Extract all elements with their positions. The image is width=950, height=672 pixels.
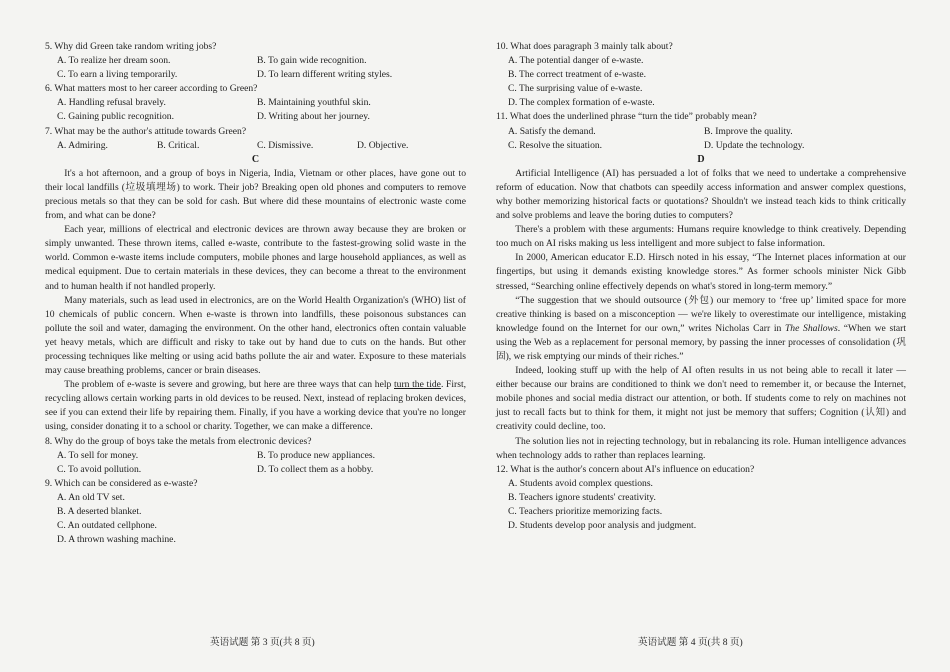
question-5: 5. Why did Green take random writing jobs?: [45, 41, 217, 52]
passage-c-paragraph-1: It's a hot afternoon, and a group of boys in Nigeria, India, Vietnam or other places, have gone out to their local landfills (垃圾填埋场) to work. Their job? Breaking open old phones and computers to remove precious metals so that they can be sold for cash. But where did these mountains of electronic waste come from, and what can be done?: [45, 167, 466, 222]
q5-options-row1: [45, 54, 466, 68]
q11-options-row1: [496, 125, 906, 139]
q11-option-c: C. Resolve the situation.: [508, 139, 603, 151]
q12-option-a: A. Students avoid complex questions.: [508, 477, 653, 489]
passage-d-paragraph-3: In 2000, American educator E.D. Hirsch noted in his essay, “The Internet places information at our fingertips, but using it demands existing knowledge stores.” As former schools minister Nick Gibb stressed, “Searching online effectively depends on what's stored in long-term memory.”: [496, 252, 906, 292]
q8-option-c: C. To avoid pollution.: [57, 463, 142, 475]
q7-option-d: D. Objective.: [357, 139, 409, 151]
q8-options-row1: [45, 449, 466, 463]
q6-options-row2: [45, 110, 466, 124]
q10-option-b: B. The correct treatment of e-waste.: [508, 69, 647, 81]
q8-option-a: A. To sell for money.: [57, 449, 139, 461]
d-p4-text-after: . “When we start using the Web as a replacement for personal memory, by passing the inner processes of consolidation (巩固), we risk emptying our minds of their riches.”: [496, 322, 906, 362]
q5-option-b: B. To gain wide recognition.: [257, 55, 367, 67]
question-8: 8. Why do the group of boys take the metals from electronic devices?: [45, 435, 312, 447]
d-p4-text-before: “The suggestion that we should outsource (外包) our memory to ‘free up’ limited space for more creative thinking is based on a misconception — we're likely to overestimate our intelligence, mistaking knowledge found on the Internet for our own,” writes Nicholas Carr in: [496, 294, 906, 334]
passage-d-paragraph-6: The solution lies not in rejecting technology, but in rebalancing its role. Human intelligence advances when technology adds to rather than replaces learning.: [496, 435, 906, 461]
q10-option-d: D. The complex formation of e-waste.: [508, 97, 655, 109]
q5-option-c: C. To earn a living temporarily.: [57, 69, 178, 81]
passage-c-paragraph-3: Many materials, such as lead used in electronics, are on the World Health Organization's (WHO) list of 10 chemicals of public concern. When e-waste is thrown into landfills, these poisonous substances can pollute the soil and water, damaging the environment. On the other hand, electronics often contain valuable yet heavy metals, which are difficult and risky to take out by hand due to cuts on the hands. But other processing techniques like melting or using acid baths pollute the air and water. Exposure to these materials may cause breathing problems, cancer or brain diseases.: [45, 294, 466, 377]
q11-option-a: A. Satisfy the demand.: [508, 125, 596, 137]
question-11: 11. What does the underlined phrase “turn the tide” probably mean?: [496, 111, 757, 123]
q11-option-b: B. Improve the quality.: [704, 125, 793, 137]
book-title: The Shallows: [784, 322, 838, 334]
q5-option-a: A. To realize her dream soon.: [57, 55, 171, 67]
page-footer-right: 英语试题 第 4 页(共 8 页): [638, 637, 743, 648]
underlined-phrase: turn the tide: [394, 379, 441, 391]
section-c-heading: C: [251, 153, 260, 165]
question-10: 10. What does paragraph 3 mainly talk about?: [496, 41, 673, 52]
passage-d-paragraph-5: Indeed, looking stuff up with the help of AI often results in us not being able to recall it later — either because our brains are conditioned to think we don't need to remember it, or because the Internet, mobile phones and social media distract our attention, or both. If students come to rely on machines not just to recall facts but to think for them, it might not just be memory that suffers; Cognition (认知) and creativity could decline, too.: [496, 365, 906, 433]
question-9: 9. Which can be considered as e-waste?: [45, 477, 198, 489]
q10-option-c: C. The surprising value of e-waste.: [508, 83, 643, 95]
q9-option-c: C. An outdated cellphone.: [57, 520, 157, 532]
question-7: 7. What may be the author's attitude towards Green?: [45, 125, 247, 137]
q6-option-a: A. Handling refusal bravely.: [57, 97, 166, 109]
q8-option-d: D. To collect them as a hobby.: [257, 463, 374, 475]
q9-option-d: D. A thrown washing machine.: [57, 534, 176, 546]
page-footer-left: 英语试题 第 3 页(共 8 页): [210, 637, 315, 648]
q11-option-d: D. Update the technology.: [704, 139, 805, 151]
q6-option-d: D. Writing about her journey.: [257, 111, 370, 123]
passage-d-paragraph-2: There's a problem with these arguments: Humans require knowledge to think creatively. Depending too much on AI risks making us less intelligent and more subject to false information.: [496, 224, 906, 250]
q9-option-b: B. A deserted blanket.: [57, 506, 142, 517]
passage-d-paragraph-4: [496, 294, 906, 364]
q12-option-d: D. Students develop poor analysis and judgment.: [508, 520, 697, 532]
p4-text-before: The problem of e-waste is severe and growing, but here are three ways that can help: [64, 379, 394, 391]
q5-option-d: D. To learn different writing styles.: [257, 69, 393, 81]
q6-options-row1: [45, 96, 466, 110]
q7-option-c: C. Dismissive.: [257, 139, 314, 151]
passage-c-paragraph-4: [45, 378, 466, 434]
section-d-heading: D: [697, 153, 705, 165]
q8-option-b: B. To produce new appliances.: [257, 449, 375, 461]
p4-text-after: . First, recycling allows certain working parts in old devices to be reused. Next, instead of replacing broken devices, see if you can extend their life by repairing them. Finally, if you have a working device that you're no longer using, consider donating it to a school or charity. Together, we can make a difference.: [45, 379, 467, 433]
passage-d-paragraph-1: Artificial Intelligence (AI) has persuaded a lot of folks that we need to undertake a comprehensive reform of education. Now that chatbots can speedily access information and answer complex questions, why bother memorizing historical facts or quotations? Shouldn't we instead teach kids to think critically and solve problems and leave the boring duties to computers?: [496, 167, 906, 222]
question-12: 12. What is the author's concern about AI's influence on education?: [496, 463, 755, 475]
q10-option-a: A. The potential danger of e-waste.: [508, 55, 644, 67]
right-page: [478, 0, 950, 672]
q8-options-row2: [45, 463, 466, 477]
q9-option-a: A. An old TV set.: [57, 491, 125, 503]
q7-option-a: A. Admiring.: [57, 139, 108, 151]
question-6: 6. What matters most to her career according to Green?: [45, 83, 258, 95]
q11-options-row2: [496, 139, 906, 153]
q6-option-b: B. Maintaining youthful skin.: [257, 97, 371, 109]
q12-option-b: B. Teachers ignore students' creativity.: [508, 491, 656, 503]
q6-option-c: C. Gaining public recognition.: [57, 111, 174, 123]
q12-option-c: C. Teachers prioritize memorizing facts.: [508, 506, 663, 517]
q7-option-b: B. Critical.: [157, 139, 200, 151]
q7-options-row: [45, 139, 466, 153]
q5-options-row2: [45, 68, 466, 82]
passage-c-paragraph-2: Each year, millions of electrical and electronic devices are thrown away because they are broken or simply unwanted. These thrown items, called e-waste, contribute to the fastest-growing solid waste in the world. Common e-waste items include computers, mobile phones and large household appliances, as well as medical equipment. Due to certain materials in these devices, they can become a threat to the environment and to human health if not handled properly.: [45, 224, 466, 292]
